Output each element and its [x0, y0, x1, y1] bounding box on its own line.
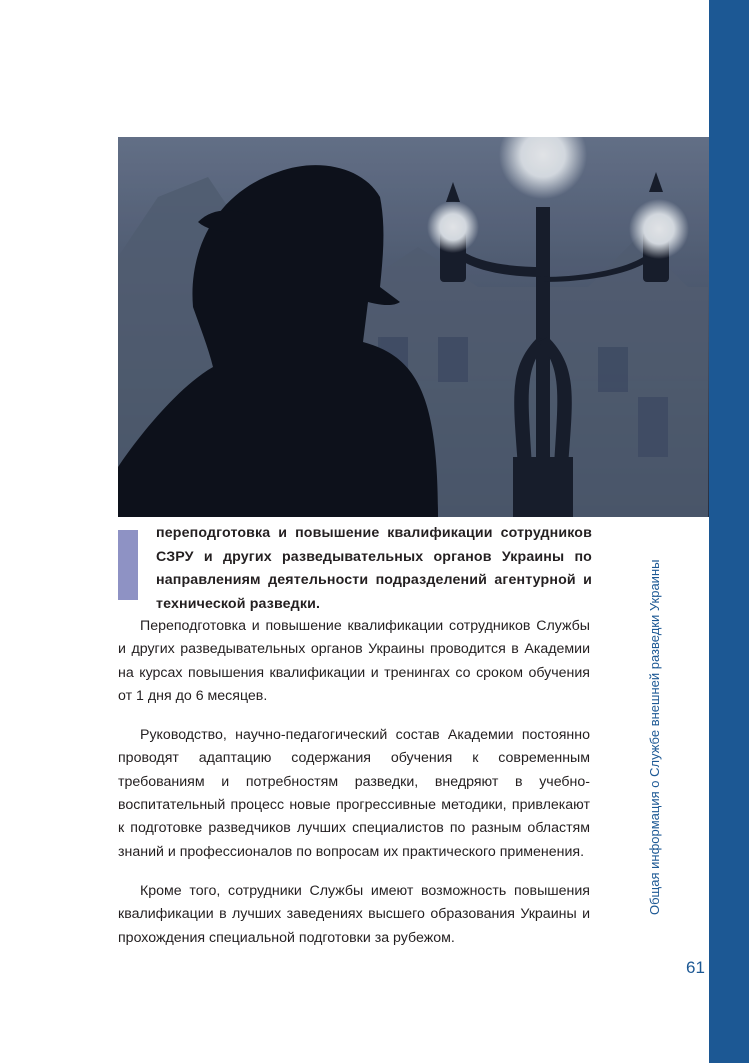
lead-paragraph-block: [118, 522, 592, 616]
page-number: 61: [686, 958, 705, 977]
paragraph: Переподготовка и повышение квалификации сотрудников Службы и других разведывательных органов Украины проводится в Академии на курсах повышения квалификации и тренингах со сроком обучения от 1 дня до 6 месяцев.: [118, 618, 590, 704]
running-header-vertical: Общая информация о Службе внешней разведки Украины: [647, 559, 662, 915]
noir-photo: [118, 137, 709, 517]
paragraph: Руководство, научно-педагогический состав Академии постоянно проводят адаптацию содержания обучения к современным требованиям и потребностям разведки, внедряют в учебно-воспитательный процесс новые прогрессивные методики, привлекают к подготовке разведчиков лучших специалистов по разным областям знаний и профессионалов по вопросам их практического применения.: [118, 727, 590, 860]
body-text: [118, 615, 590, 966]
lead-accent-bar: [118, 530, 138, 600]
side-color-band: [709, 0, 749, 1063]
paragraph: Кроме того, сотрудники Службы имеют возможность повышения квалификации в лучших заведениях высшего образования Украины и прохождения специальной подготовки за рубежом.: [118, 882, 590, 946]
lead-paragraph: переподготовка и повышение квалификации сотрудников СЗРУ и других разведывательных органов Украины по направлениям деятельности подразделений агентурной и технической разведки.: [156, 525, 592, 612]
